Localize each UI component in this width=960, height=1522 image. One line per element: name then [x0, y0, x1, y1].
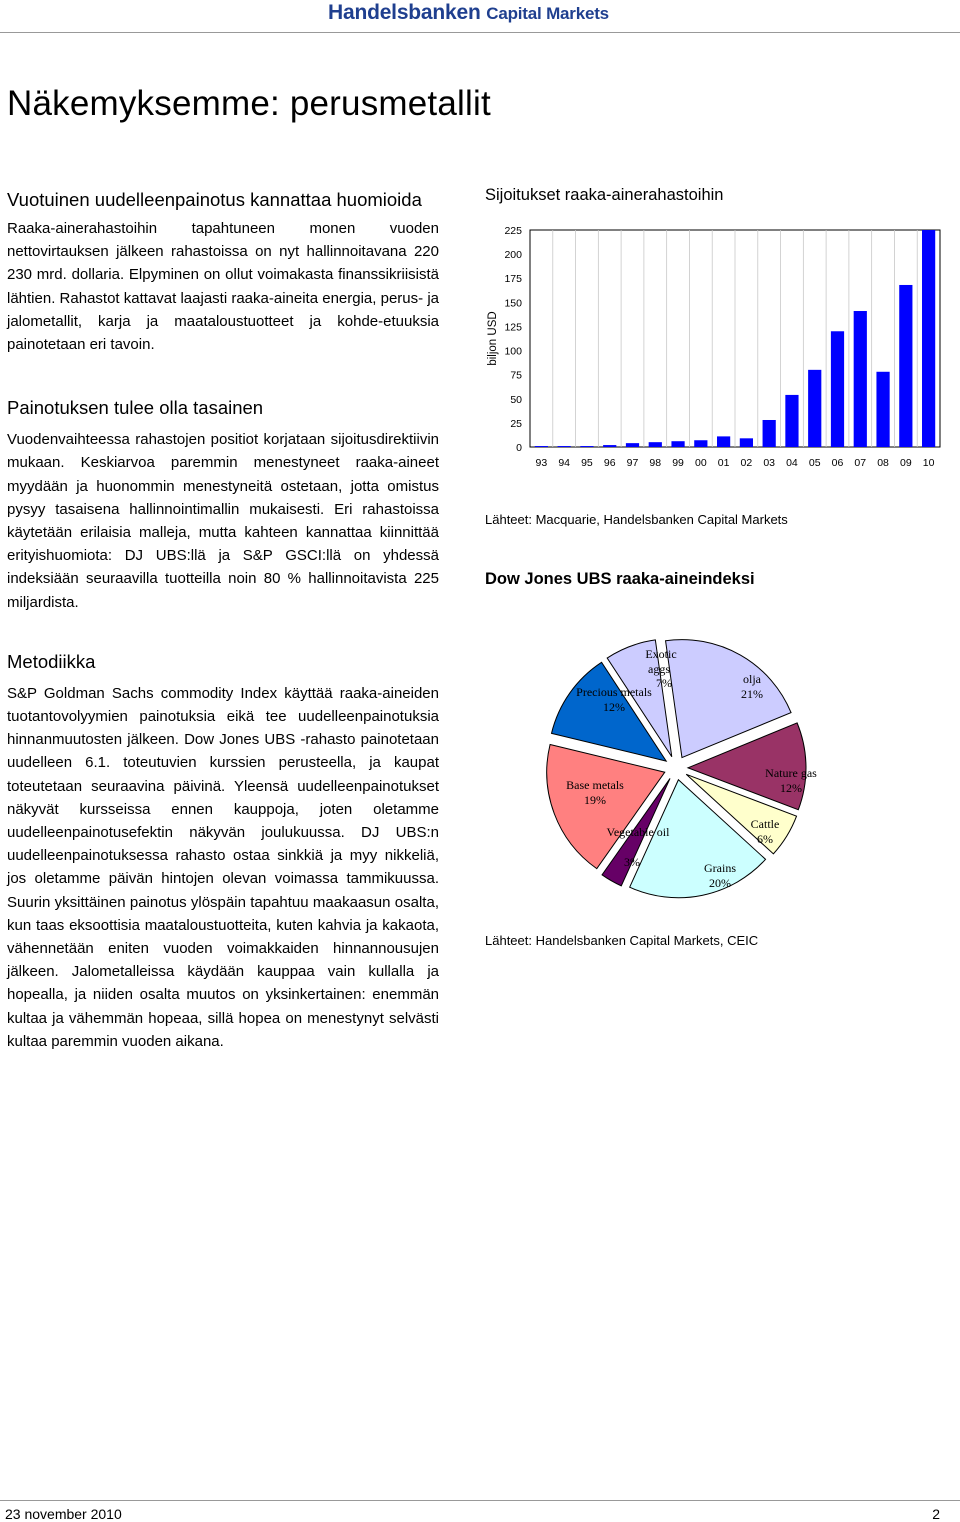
pie-slice-value: 7%: [656, 676, 672, 690]
x-tick-label: 05: [808, 457, 821, 469]
pie-slice-value: 21%: [741, 687, 763, 701]
bar: [785, 395, 798, 447]
bar: [763, 420, 776, 447]
x-tick-label: 04: [786, 457, 798, 469]
bar: [808, 370, 821, 447]
x-tick-label: 00: [694, 457, 707, 469]
header-divider: [0, 32, 960, 33]
bar-chart: [480, 218, 950, 478]
bar: [922, 230, 935, 447]
page-number: 2: [932, 1506, 940, 1522]
x-tick-label: 06: [831, 457, 844, 469]
y-tick-label: 125: [504, 321, 522, 334]
pie-slice-label: Cattle: [750, 817, 780, 831]
bar: [876, 372, 889, 447]
section-heading: Vuotuinen uudelleenpainotus kannattaa huomioida: [7, 189, 422, 210]
brand-sub: Capital Markets: [486, 4, 609, 23]
x-tick-label: 10: [922, 457, 935, 469]
bar: [649, 442, 662, 447]
pie-chart-title: Dow Jones UBS raaka-aineindeksi: [485, 570, 755, 588]
brand-logo: [328, 1, 609, 25]
bar: [831, 331, 844, 447]
footer-date: 23 november 2010: [5, 1506, 122, 1522]
x-tick-label: 09: [899, 457, 912, 469]
x-tick-label: 99: [672, 457, 684, 469]
y-tick-label: 225: [504, 225, 522, 237]
x-tick-label: 96: [603, 457, 616, 469]
y-tick-label: 75: [510, 369, 522, 382]
pie-slice-label: Exotic: [645, 647, 677, 661]
pie-slice-label: Vegetable oil: [606, 825, 670, 839]
bar: [717, 436, 730, 447]
pie-slice-value: 3%: [624, 855, 640, 869]
pie-slice-label: Base metals: [566, 778, 624, 792]
pie-slice-value: 12%: [780, 781, 802, 795]
pie-slice-value: 19%: [584, 793, 606, 807]
pie-slice-value: 12%: [603, 700, 625, 714]
y-tick-label: 0: [516, 442, 522, 454]
y-axis-label: biljon USD: [487, 311, 499, 366]
x-tick-label: 93: [535, 457, 548, 469]
bar: [558, 446, 571, 447]
footer-divider: [0, 1500, 960, 1501]
section-heading: Painotuksen tulee olla tasainen: [7, 397, 264, 419]
article-text: [7, 188, 439, 1053]
x-tick-label: 95: [581, 457, 593, 469]
x-tick-label: 97: [626, 457, 639, 469]
y-tick-label: 200: [504, 249, 522, 262]
x-tick-label: 08: [877, 457, 889, 469]
bar: [899, 285, 912, 447]
x-tick-label: 01: [717, 457, 730, 469]
section-heading: Metodiikka: [7, 650, 96, 672]
pie-slice-label: Grains: [704, 861, 736, 875]
bar-chart-source: Lähteet: Macquarie, Handelsbanken Capital Markets: [485, 512, 788, 527]
pie-chart: [480, 610, 950, 910]
bar: [854, 311, 867, 447]
section-methodology: [7, 650, 439, 1053]
bar: [603, 445, 616, 447]
page-title: Näkemyksemme: perusmetallit: [7, 84, 491, 123]
bar: [535, 446, 548, 447]
pie-slice-value: 20%: [709, 876, 731, 890]
x-tick-label: 94: [558, 457, 571, 469]
page-header: [0, 0, 960, 34]
bar: [580, 446, 593, 447]
y-tick-label: 25: [510, 417, 522, 430]
pie-slice-label: Nature gas: [765, 766, 817, 780]
section-body: S&P Goldman Sachs commodity Index käyttää raaka-aineiden tuotantovolyymien painotuksia eikä tee uudelleenpainotuksia hinnanmuutosten jälkeen. Dow Jones UBS -rahasto painotetaan uudelleen 6.1. toteutuvien kurssien perusteella, ja kaupat toteutetaan seuraavina päivinä. Yleensä uudelleenpainotukset näkyvät kursseissa ennen kauppoja, joten oletamme uudelleenpainotusefektin näkyvän joulukuussa. DJ UBS:n uudelleenpainotuksessa rahasto ostaa sinkkiä ja myy nikkeliä, jos oletamme päivän hintojen olevan voimassa tammikuussa. Suurin yksittäinen painotus ylöspäin tapahtuu maakaasun osalta, kun taas eksoottisia maataloustuotteita, kuten kahvia ja kakaota, vähennetään eniten vuoden voimakkaiden hinnannousujen jälkeen. Jalometalleissa käydään kauppaa vain kullalla ja hopealla, ja niiden osalta muutos on yksinkertainen: enemmän kultaa ja vähemmän hopeaa, sillä hopea on menestynyt selvästi kultaa paremmin vuoden aikana.: [7, 684, 439, 1050]
section-weighting: [7, 396, 439, 614]
brand-name: Handelsbanken: [328, 1, 481, 24]
y-tick-label: 175: [504, 273, 522, 286]
y-tick-label: 100: [504, 345, 522, 358]
section-body: Raaka-ainerahastoihin tapahtuneen monen vuoden nettovirtauksen jälkeen rahastoissa on nyt hallinnoitavana 220 230 mrd. dollaria. Elpyminen on ollut voimakasta finanssikriisistä lähtien. Rahastot kattavat laajasti raaka-aineita energia, perus- ja jalometallit, karja ja maataloustuotteet ja kohde-etuuksia painotetaan eri tavoin.: [7, 220, 439, 354]
pie-slice-label: olja: [743, 672, 761, 686]
y-tick-label: 150: [504, 297, 522, 310]
bar: [626, 443, 639, 447]
pie-chart-source: Lähteet: Handelsbanken Capital Markets, CEIC: [485, 933, 759, 948]
bar: [694, 440, 707, 447]
x-tick-label: 98: [649, 457, 662, 469]
section-body: Vuodenvaihteessa rahastojen positiot korjataan sijoitusdirektiivin mukaan. Keskiarvoa paremmin menestyneet raaka-aineet myydään ja huonommin menestyneitä ostetaan, jotta omistus pysyy tasaisena hallinnointimallin mukaisesti. Eri rahastoissa käytetään erilaisia malleja, mutta kahteen kannattaa kiinnittää erityishuomiota: DJ UBS:llä ja S&P GSCI:llä on yhdessä indeksiään seuraavilla tuotteilla noin 80 % hallinnoitavista 225 miljardista.: [7, 431, 439, 611]
x-tick-label: 07: [854, 457, 867, 469]
bar: [671, 441, 684, 447]
bar-chart-title: Sijoitukset raaka-ainerahastoihin: [485, 186, 724, 204]
x-tick-label: 03: [763, 457, 776, 469]
bar: [740, 438, 753, 447]
y-tick-label: 50: [510, 393, 522, 406]
pie-slice-label: aggs: [648, 662, 670, 676]
section-rebalancing: [7, 188, 439, 356]
pie-slice-label: Precious metals: [576, 685, 652, 699]
pie-slice-value: 6%: [757, 832, 773, 846]
x-tick-label: 02: [740, 457, 753, 469]
